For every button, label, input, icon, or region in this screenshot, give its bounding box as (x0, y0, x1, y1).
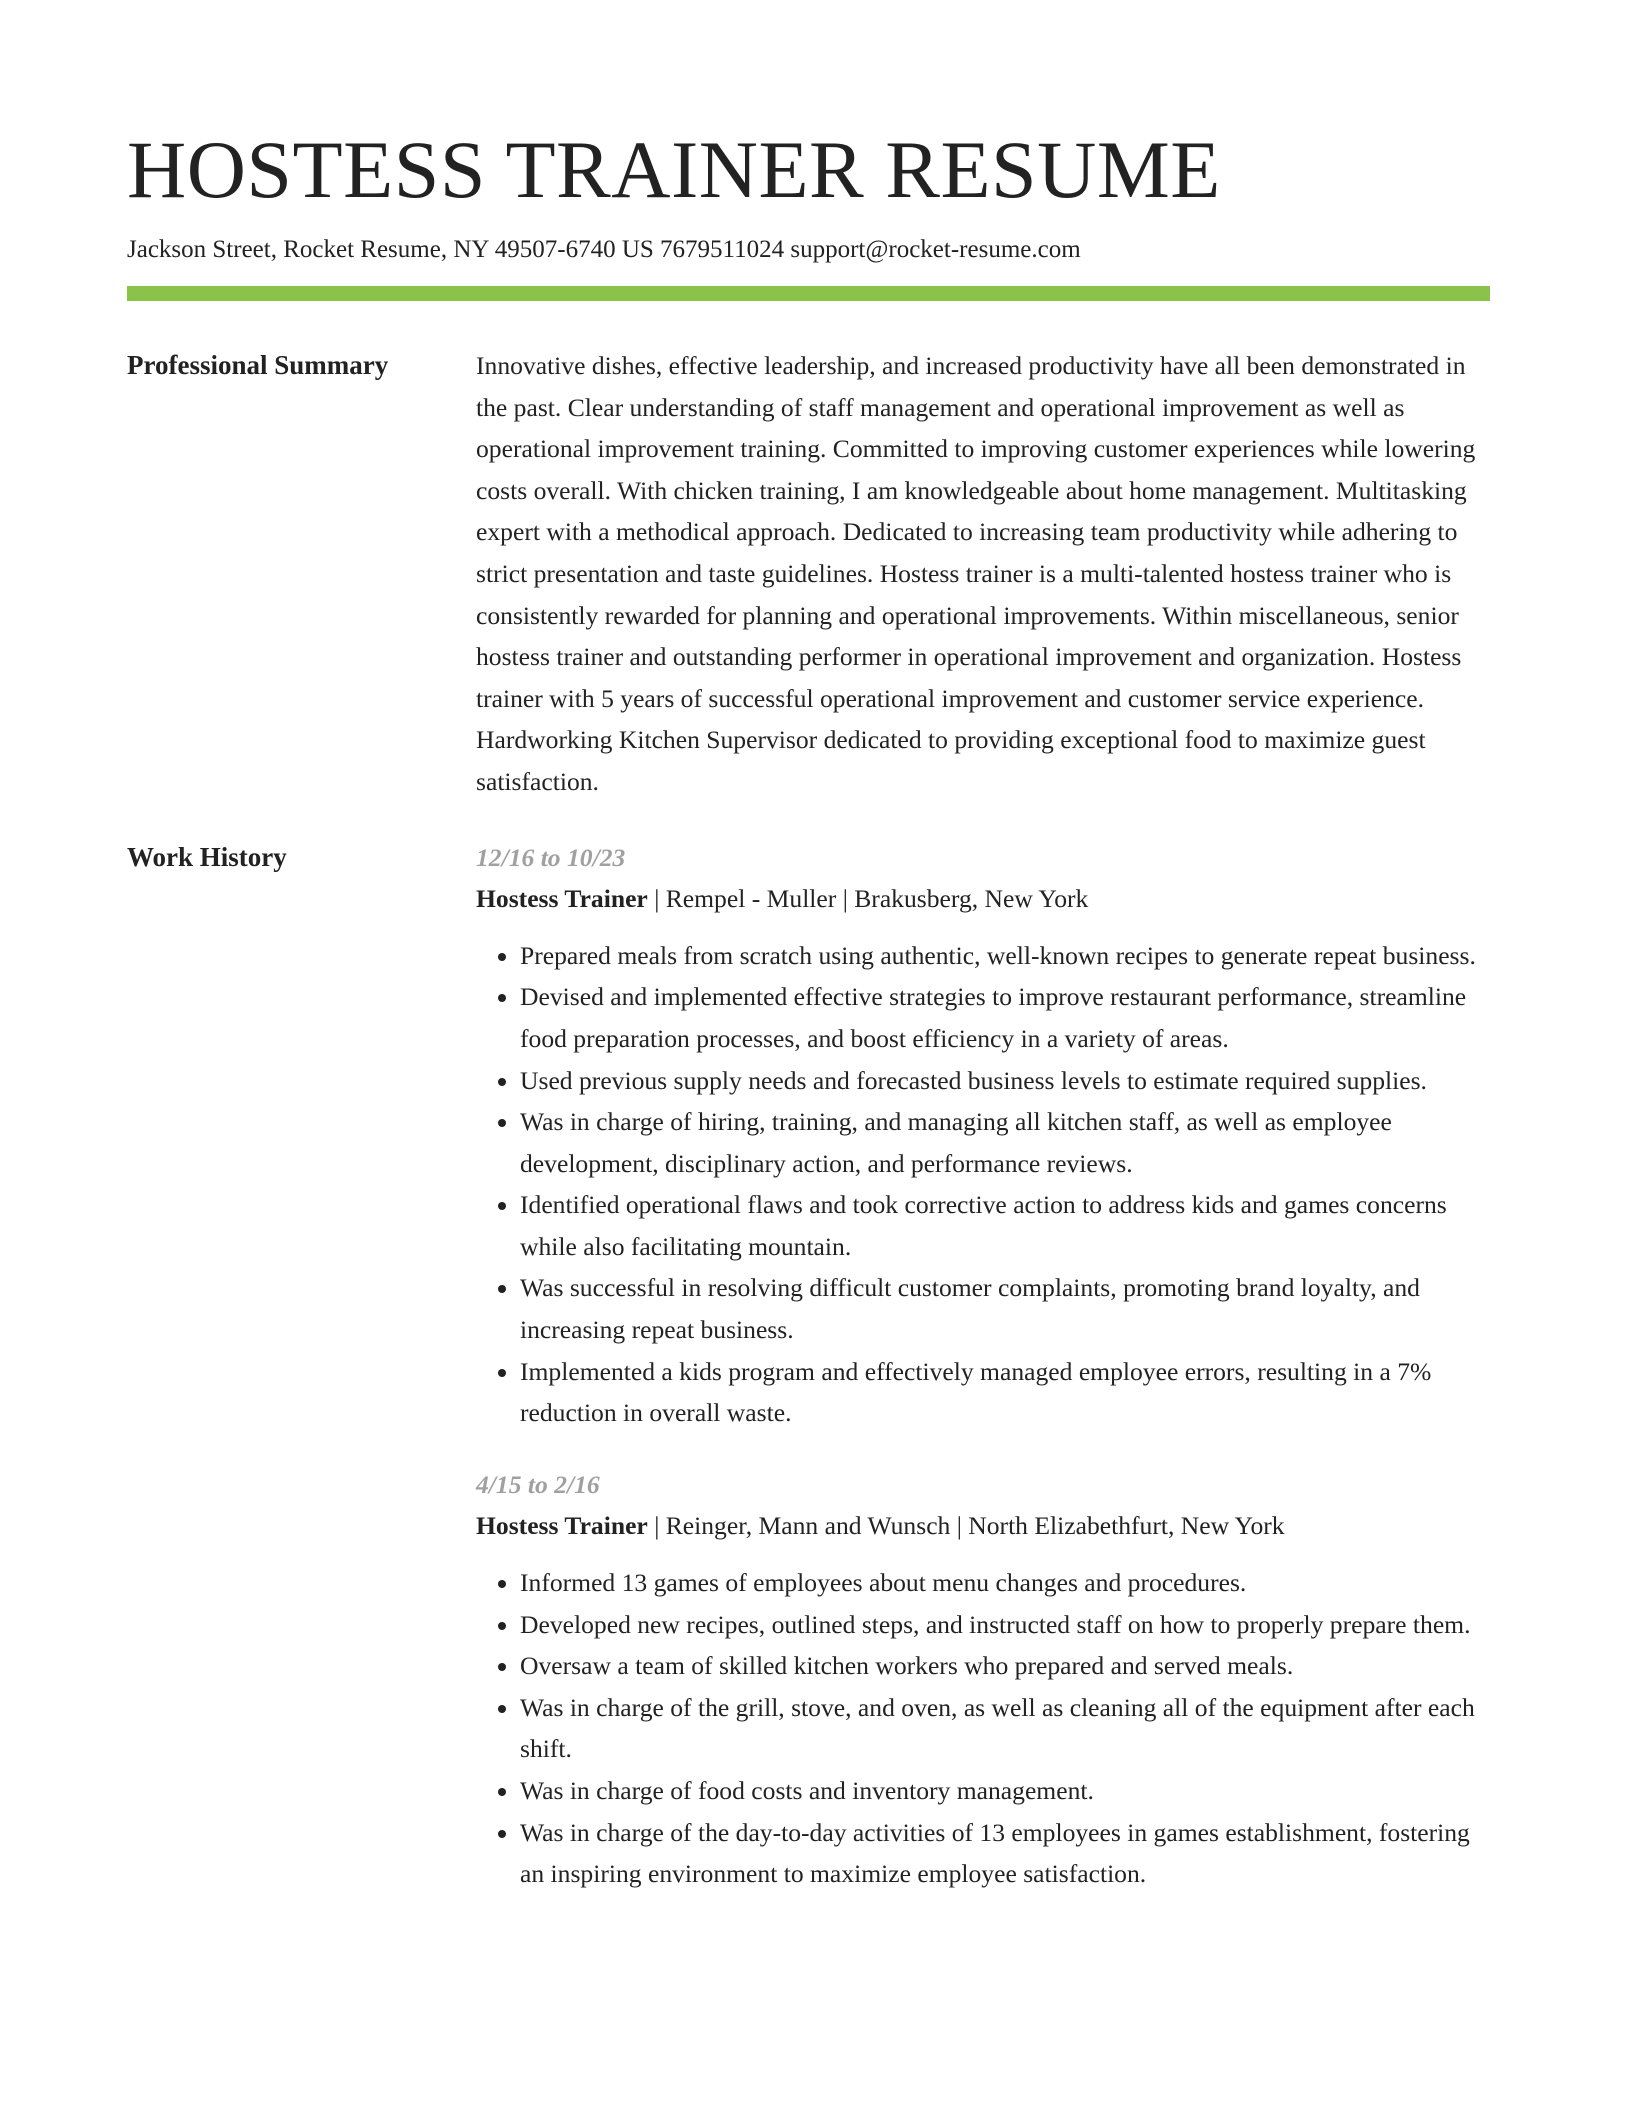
list-item: • Informed 13 games of employees about menu changes and procedures. (520, 1562, 1490, 1604)
job-dates: 12/16 to 10/23 (476, 842, 626, 872)
list-item: • Was in charge of food costs and inventory management. (520, 1770, 1490, 1812)
list-item: • Prepared meals from scratch using authentic, well-known recipes to generate repeat business. (520, 935, 1490, 977)
job-entry (476, 1464, 1490, 1895)
job-title: Hostess Trainer (476, 1511, 648, 1541)
job-employer-location: | Rempel - Muller | Brakusberg, New York (647, 884, 1089, 914)
section-label-summary: Professional Summary (127, 350, 389, 380)
job-entry (476, 837, 1490, 1434)
job-heading (476, 1505, 1490, 1547)
job-title: Hostess Trainer (476, 884, 648, 914)
list-item: • Was in charge of hiring, training, and managing all kitchen staff, as well as employee development, disciplinary action, and performance reviews. (520, 1101, 1490, 1184)
list-item: • Developed new recipes, outlined steps, and instructed staff on how to properly prepare them. (520, 1604, 1490, 1646)
list-item: • Was successful in resolving difficult customer complaints, promoting brand loyalty, and increasing repeat business. (520, 1267, 1490, 1350)
list-item: • Devised and implemented effective strategies to improve restaurant performance, streamline food preparation processes, and boost efficiency in a variety of areas. (520, 976, 1490, 1059)
list-item: • Used previous supply needs and forecasted business levels to estimate required supplies. (520, 1060, 1490, 1102)
job-heading (476, 878, 1490, 920)
job-bullet-list (476, 935, 1490, 1434)
page-title: HOSTESS TRAINER RESUME (127, 124, 1221, 215)
job-dates: 4/15 to 2/16 (476, 1469, 600, 1499)
job-bullet-list (476, 1562, 1490, 1895)
resume-page (127, 120, 1490, 1895)
list-item: • Oversaw a team of skilled kitchen workers who prepared and served meals. (520, 1645, 1490, 1687)
list-item: • Was in charge of the day-to-day activities of 13 employees in games establishment, fostering an inspiring environment to maximize employee satisfaction. (520, 1812, 1490, 1895)
work-history-body (476, 837, 1490, 1895)
job-employer-location: | Reinger, Mann and Wunsch | North Elizabethfurt, New York (647, 1511, 1285, 1541)
header-divider (127, 286, 1490, 301)
work-history-section (127, 837, 1490, 1895)
list-item: • Implemented a kids program and effectively managed employee errors, resulting in a 7% reduction in overall waste. (520, 1351, 1490, 1434)
list-item: • Was in charge of the grill, stove, and oven, as well as cleaning all of the equipment after each shift. (520, 1687, 1490, 1770)
section-label-work-history: Work History (127, 841, 287, 872)
list-item: • Identified operational flaws and took corrective action to address kids and games concerns while also facilitating mountain. (520, 1184, 1490, 1267)
professional-summary-section (127, 345, 1490, 803)
summary-text: Innovative dishes, effective leadership, and increased productivity have all been demonstrated in the past. Clear understanding of staff management and operational improvement as well as operational improvement training. Committed to improving customer experiences while lowering costs overall. With chicken training, I am knowledgeable about home management. Multitasking expert with a methodical approach. Dedicated to increasing team productivity while adhering to strict presentation and taste guidelines. Hostess trainer is a multi-talented hostess trainer who is consistently rewarded for planning and operational improvements. Within miscellaneous, senior hostess trainer and outstanding performer in operational improvement and organization. Hostess trainer with 5 years of successful operational improvement and customer service experience. Hardworking Kitchen Supervisor dedicated to providing exceptional food to maximize guest satisfaction. (476, 351, 1476, 796)
contact-info: Jackson Street, Rocket Resume, NY 49507-6740 US 7679511024 support@rocket-resume.com (127, 236, 1081, 263)
